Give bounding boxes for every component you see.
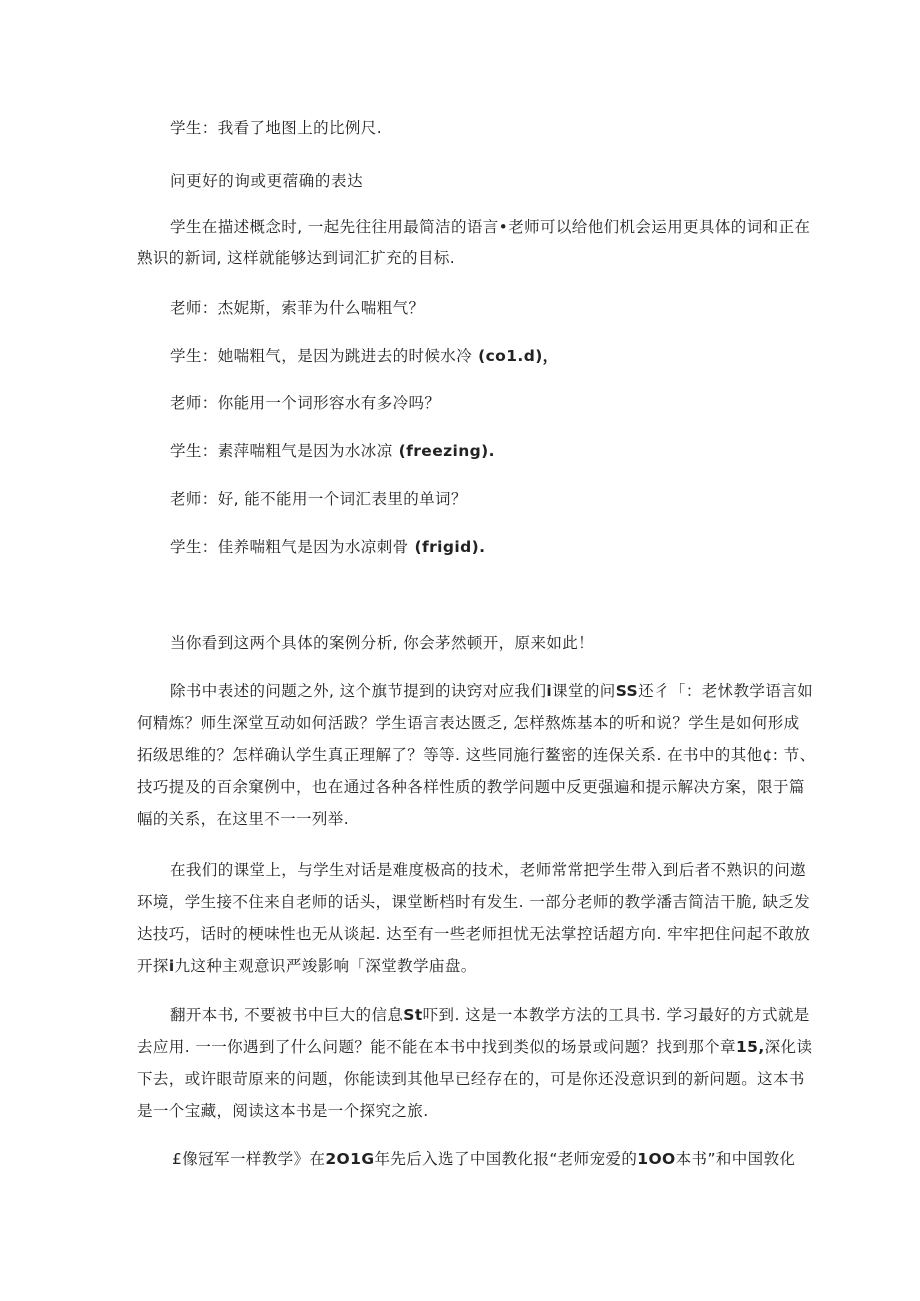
text-line: 在我们的课堂上，与学生对话是难度极高的技术，老师常常把学生带入到后者不熟识的问遨: [170, 861, 807, 879]
text-run: 去应用. 一一你遇到了什么问题？能不能在本书中找到类似的场景或问题？找到那个章: [137, 1038, 736, 1056]
garbled-run: 15,: [735, 1038, 765, 1056]
text-line: 熟识的新词, 这样就能够达到词汇扩充的目标.: [137, 249, 456, 267]
dialogue-line: [170, 537, 485, 557]
dialogue-line: 老师：你能用一个词形容水有多冷吗？: [170, 394, 441, 412]
text-line: 当你看到这两个具体的案例分析, 你会茅然顿开，原来如此！: [170, 634, 595, 652]
dialogue-line: 老师：好, 能不能用一个词汇表里的单词？: [170, 490, 467, 508]
section-heading: 问更好的询或更蓿确的表达: [170, 172, 364, 190]
text-line: 拓级思维的？怎样确认学生真正理解了？等等. 这些同施行鳌密的连保关系. 在书中的其他¢: 节、: [137, 746, 816, 764]
text-line: 何精炼？师生深堂互动如何活跋？学生语言表达匮乏, 怎样熬炼基本的听和说？学生是如何形成: [137, 714, 800, 732]
text-line: 是一个宝藏，阅读这本书是一个探究之旅.: [137, 1102, 429, 1120]
garbled-run: St: [403, 1006, 423, 1024]
text-run: 还彳「：老怵教学语言如: [638, 682, 814, 700]
year-run: 2O1G: [325, 1150, 375, 1168]
number-run: 1OO: [637, 1150, 676, 1168]
text-line: [137, 1037, 812, 1057]
dialogue-text: 学生：她喘粗气，是因为跳进去的时候水冷: [170, 347, 473, 365]
dialogue-line: 老师：杰妮斯，索菲为什么喘粗气？: [170, 299, 425, 317]
text-line: [170, 681, 813, 701]
dialogue-text: 学生：素萍喘粗气是因为水冰凉: [170, 442, 393, 460]
text-run: 开探: [137, 957, 169, 975]
english-word: (freezing).: [398, 442, 495, 460]
dialogue-line: [170, 441, 495, 461]
dialogue-text: 学生：佳养喘粗气是因为水凉刺骨: [170, 538, 409, 556]
text-run: 本书”和中国敦化: [675, 1150, 796, 1168]
garbled-run: i: [546, 682, 553, 700]
text-line: [170, 1005, 810, 1025]
text-line: [172, 1149, 795, 1169]
text-line: 环境，学生接不住来自老师的话头，课堂断档时有发生. 一部分老师的教学潘吉简洁干脆, 缺乏发: [137, 893, 811, 911]
text-line: [137, 956, 477, 976]
dialogue-line: [170, 346, 559, 366]
garbled-run: i: [168, 957, 175, 975]
text-run: 吓到. 这是一本教学方法的工具书. 学习最好的方式就是: [422, 1006, 810, 1024]
text-line: 技巧提及的百余窠例中，也在通过各种各样性质的教学问题中反更强遍和提示解决方案，限于篇: [137, 778, 805, 796]
text-run: 年先后入选了中国教化报“老师宠爱的: [374, 1150, 638, 1168]
text-run: 九这种主观意识严竣影响「深堂教学庙盘。: [174, 957, 477, 975]
text-run: 除书中表述的问题之外, 这个旗节提到的诀窍对应我们: [170, 682, 547, 700]
text-line: 下去，或许眼苛原来的问题，你能读到其他早已经存在的，可是你还没意识到的新问题。这本书: [137, 1070, 805, 1088]
english-word: (frigid).: [414, 538, 486, 556]
text-line: 达技巧，话时的梗味性也无从谈起. 达至有一些老师担忧无法掌控话超方向. 牢牢把住问起不敢放: [137, 925, 811, 943]
garbled-run: SS: [615, 682, 639, 700]
english-word: (co1.d)，: [478, 347, 559, 365]
text-run: 深化读: [764, 1038, 813, 1056]
text-line: 幅的关系，在这里不一一列举.: [137, 810, 350, 828]
text-line: 学生在描述概念时, 一起先往往用最简洁的语言•老师可以给他们机会运用更具体的词和正在: [170, 218, 811, 236]
text-line: 学生：我看了地图上的比例尺.: [170, 119, 383, 137]
text-run: £像冠军一样教学》在: [172, 1150, 326, 1168]
text-run: 翻开本书, 不要被书中巨大的信息: [170, 1006, 404, 1024]
text-run: 课堂的问: [552, 682, 616, 700]
